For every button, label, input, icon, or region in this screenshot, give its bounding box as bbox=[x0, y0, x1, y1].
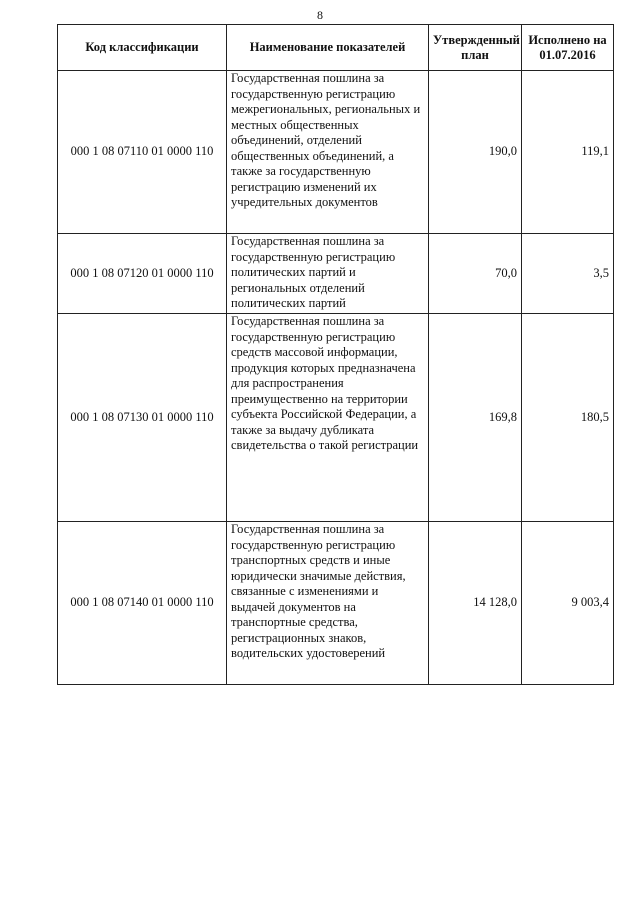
classification-code: 000 1 08 07130 01 0000 110 bbox=[58, 314, 227, 522]
approved-plan-value: 190,0 bbox=[429, 71, 522, 234]
header-plan: Утвержденный план bbox=[429, 25, 522, 71]
table-header-row bbox=[58, 25, 614, 71]
approved-plan-value: 14 128,0 bbox=[429, 522, 522, 685]
indicator-name: Государственная пошлина за государственную регистрацию политических партий и региональных отделений политических партий bbox=[227, 234, 429, 314]
executed-value: 119,1 bbox=[522, 71, 614, 234]
table-row bbox=[58, 234, 614, 314]
header-code: Код классификации bbox=[58, 25, 227, 71]
indicator-name: Государственная пошлина за государственную регистрацию межрегиональных, региональных и местных общественных объединений, отделений общественных объединений, а также за государственную регистрацию изменений их учредительных документов bbox=[227, 71, 429, 234]
classification-code: 000 1 08 07140 01 0000 110 bbox=[58, 522, 227, 685]
classification-code: 000 1 08 07120 01 0000 110 bbox=[58, 234, 227, 314]
approved-plan-value: 70,0 bbox=[429, 234, 522, 314]
approved-plan-value: 169,8 bbox=[429, 314, 522, 522]
executed-value: 3,5 bbox=[522, 234, 614, 314]
classification-code: 000 1 08 07110 01 0000 110 bbox=[58, 71, 227, 234]
table-row bbox=[58, 71, 614, 234]
indicator-name: Государственная пошлина за государственную регистрацию средств массовой информации, продукция которых предназначена для распространения преимущественно на территории субъекта Российской Федерации, а также за выдачу дубликата свидетельства о такой регистрации bbox=[227, 314, 429, 522]
page-number: 8 bbox=[317, 8, 323, 22]
indicator-name: Государственная пошлина за государственную регистрацию транспортных средств и иные юридически значимые действия, связанные с изменениями и выдачей документов на транспортные средства, регистрационных знаков, водительских удостоверений bbox=[227, 522, 429, 685]
executed-value: 9 003,4 bbox=[522, 522, 614, 685]
header-done: Исполнено на 01.07.2016 bbox=[522, 25, 614, 71]
table-row bbox=[58, 522, 614, 685]
header-name: Наименование показателей bbox=[227, 25, 429, 71]
revenue-table bbox=[57, 24, 614, 685]
table-row bbox=[58, 314, 614, 522]
executed-value: 180,5 bbox=[522, 314, 614, 522]
